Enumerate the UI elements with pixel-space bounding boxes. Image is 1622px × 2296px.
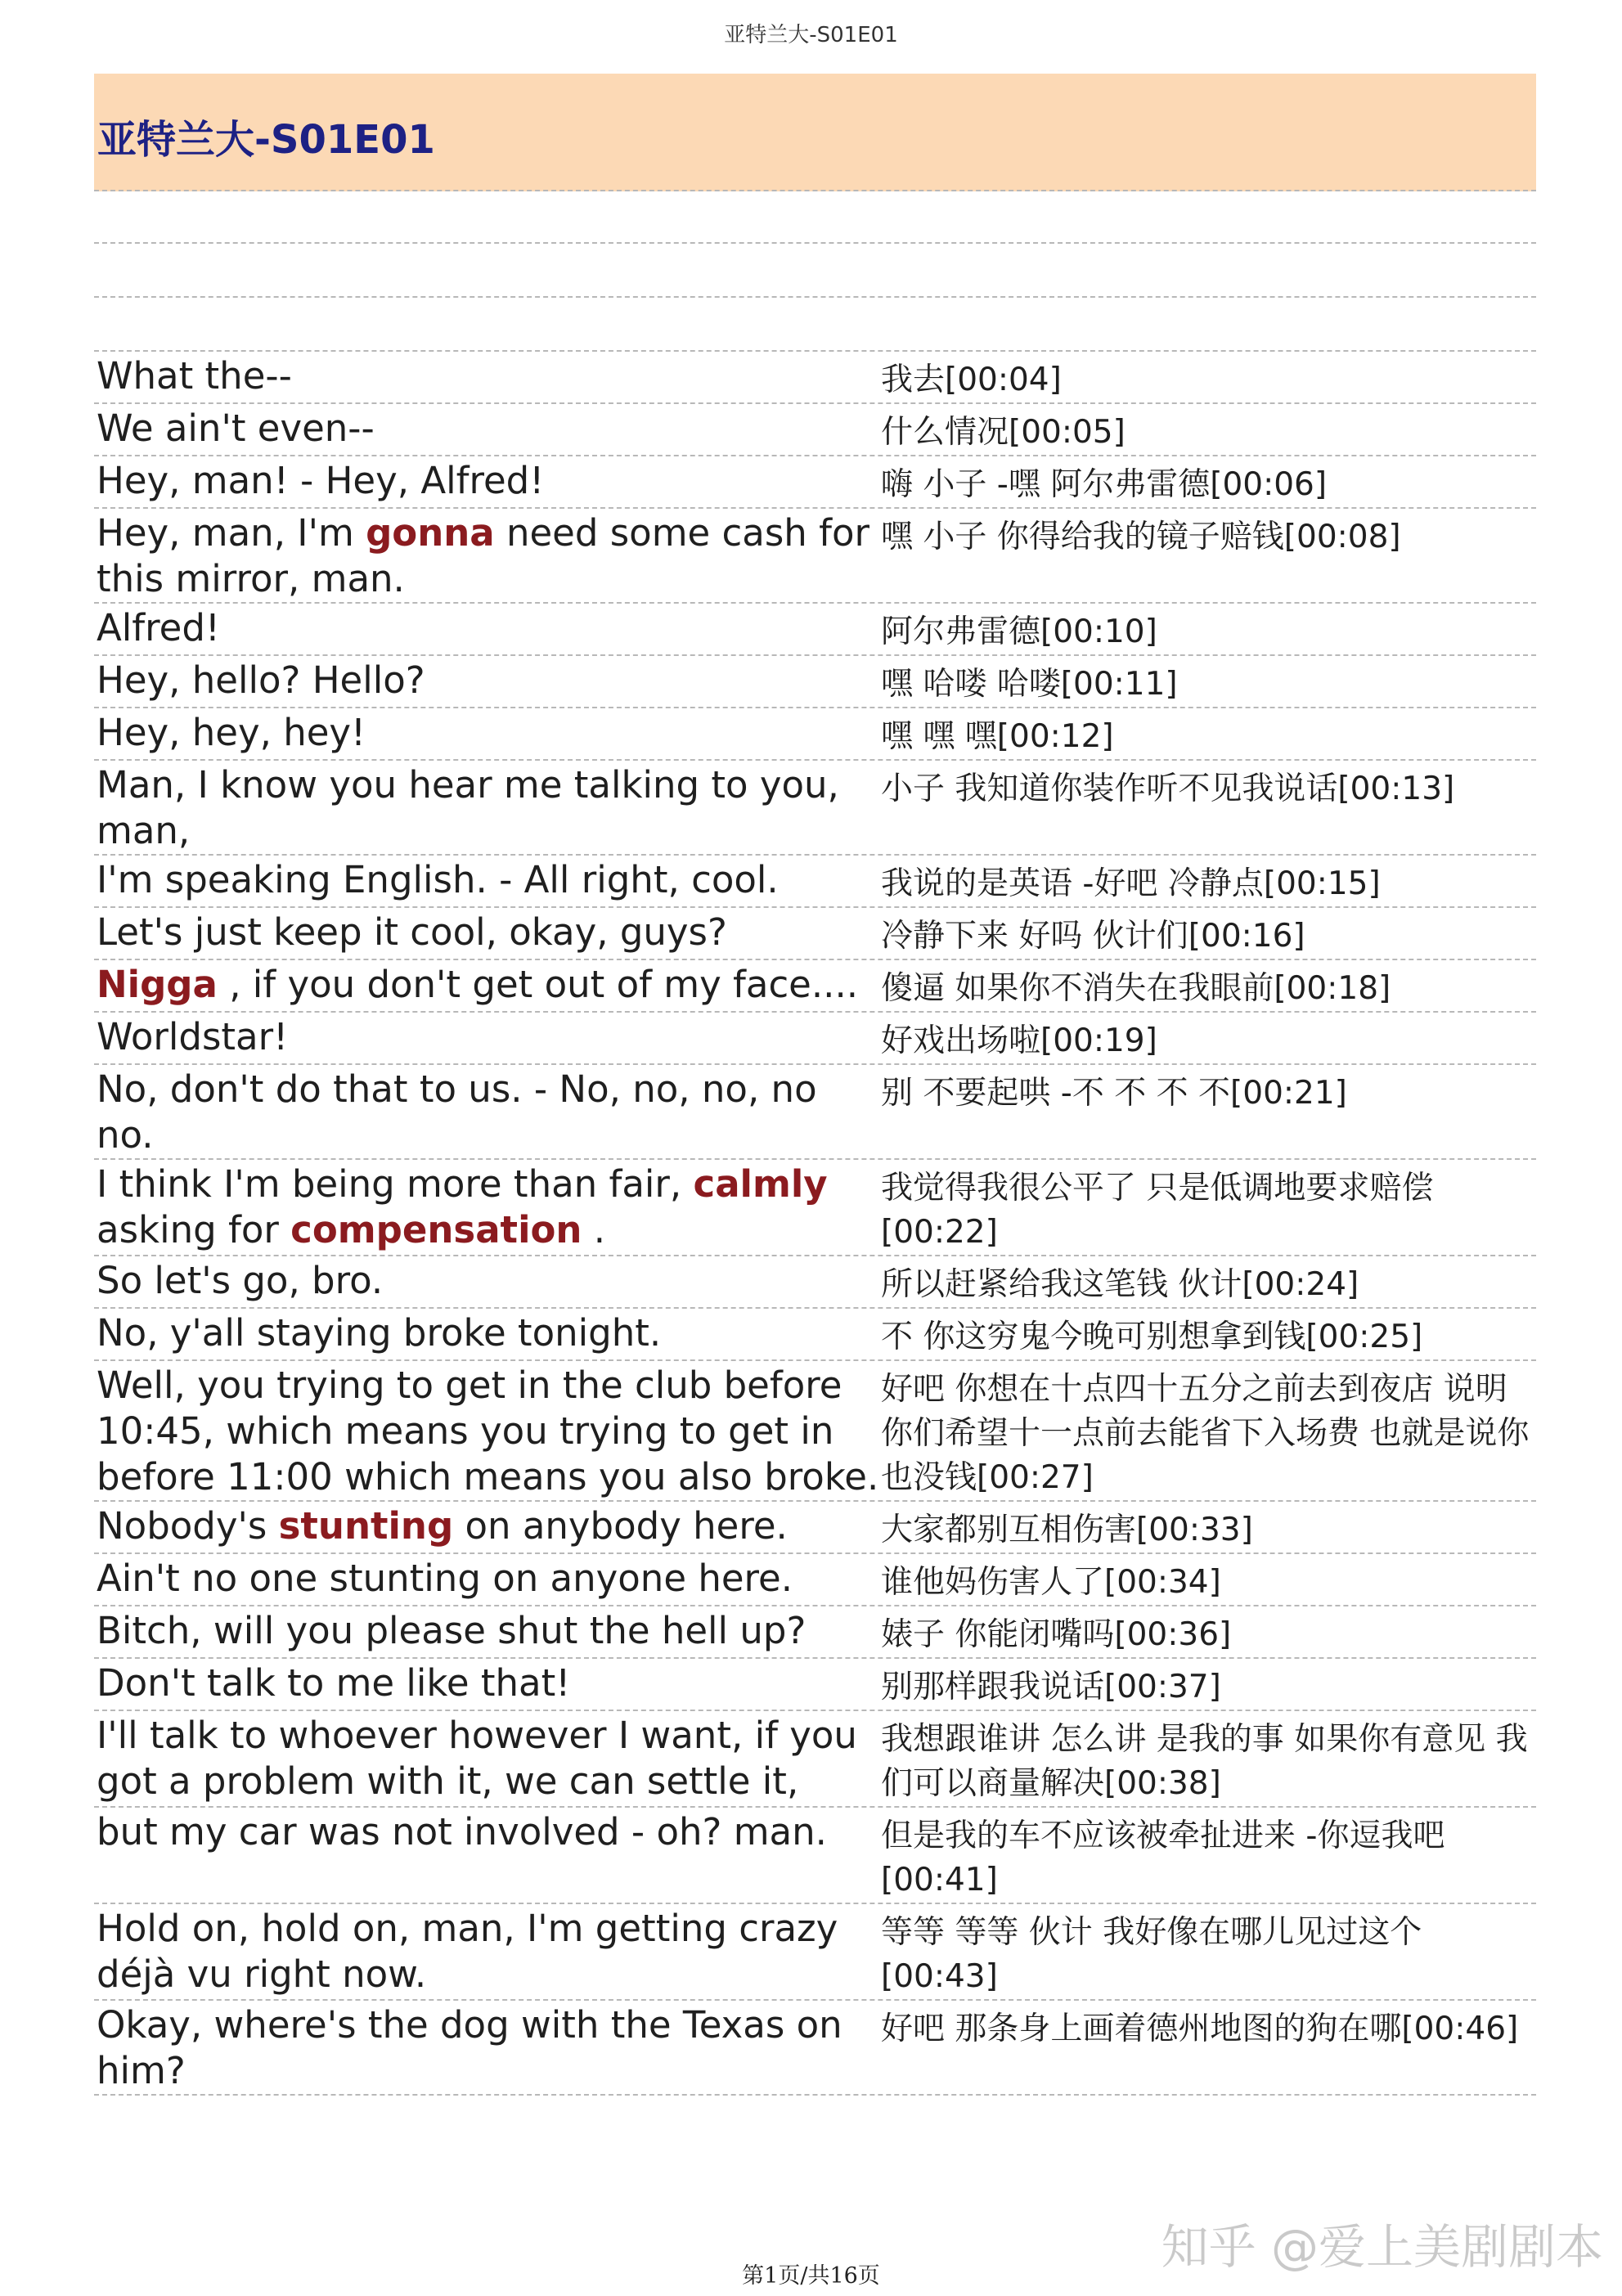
chinese-line: 我想跟谁讲 怎么讲 是我的事 如果你有意见 我们可以商量解决[00:38] (881, 1721, 1528, 1802)
chinese-line: 嘿 嘿 嘿[00:12] (881, 718, 1114, 755)
subtitle-row (94, 1065, 1536, 1160)
english-text: on anybody here. (453, 1504, 788, 1548)
english-text: So let's go, bro. (97, 1259, 384, 1302)
chinese-line: 我觉得我很公平了 只是低调地要求赔偿[00:22] (881, 1170, 1434, 1251)
english-text: Okay, where's the dog with the Texas on him? (97, 2003, 842, 2092)
subtitle-row (94, 1808, 1536, 1904)
chinese-line: 嘿 哈喽 哈喽[00:11] (881, 666, 1178, 703)
subtitle-row (94, 509, 1536, 604)
vocabulary-highlight: compensation (290, 1208, 582, 1251)
english-line (94, 856, 881, 906)
english-text: Nobody's (97, 1504, 279, 1548)
chinese-line: 好戏出场啦[00:19] (881, 1022, 1157, 1059)
title-band (94, 74, 1536, 191)
divider (94, 242, 1536, 244)
subtitle-row (94, 1013, 1536, 1065)
english-text: No, y'all staying broke tonight. (97, 1311, 662, 1355)
english-line (94, 352, 881, 402)
subtitle-row (94, 1904, 1536, 2001)
chinese-line: 什么情况[00:05] (881, 414, 1126, 451)
subtitle-row (94, 1554, 1536, 1606)
english-text: Hey, man, I'm (97, 511, 366, 555)
chinese-line: 所以赶紧给我这笔钱 伙计[00:24] (881, 1266, 1359, 1303)
english-line (94, 1065, 881, 1158)
english-text: need some cash for this mirror, man. (97, 511, 869, 600)
english-line (94, 960, 881, 1011)
chinese-line: 别那样跟我说话[00:37] (881, 1669, 1221, 1705)
subtitle-row (94, 404, 1536, 456)
english-line (94, 1361, 881, 1500)
subtitle-row (94, 1606, 1536, 1659)
english-text: Ain't no one stunting on anyone here. (97, 1557, 793, 1600)
english-text: Don't talk to me like that! (97, 1661, 571, 1705)
english-line (94, 761, 881, 854)
english-line (94, 1808, 881, 1903)
chinese-line: 大家都别互相伤害[00:33] (881, 1512, 1253, 1548)
chinese-line: 谁他妈伤害人了[00:34] (881, 1564, 1221, 1601)
subtitle-row (94, 352, 1536, 404)
chinese-line: 婊子 你能闭嘴吗[00:36] (881, 1616, 1232, 1653)
subtitle-row (94, 1659, 1536, 1711)
english-text: asking for (97, 1208, 291, 1251)
subtitle-row (94, 708, 1536, 761)
subtitle-row (94, 856, 1536, 908)
english-text: Well, you trying to get in the club before 10:45, which means you trying to get in before 11:00 which means you also broke. (97, 1364, 879, 1498)
english-line (94, 656, 881, 707)
english-line (94, 604, 881, 654)
english-text: Alfred! (97, 606, 220, 649)
english-text: Hey, man! - Hey, Alfred! (97, 459, 545, 502)
subtitle-row (94, 1160, 1536, 1256)
subtitle-row (94, 908, 1536, 960)
english-text: No, don't do that to us. - No, no, no, no no. (97, 1067, 817, 1157)
document-title: 亚特兰大-S01E01 (97, 117, 435, 163)
subtitle-row (94, 2001, 1536, 2096)
english-line (94, 2001, 881, 2094)
chinese-line: 别 不要起哄 -不 不 不 不[00:21] (881, 1075, 1347, 1112)
english-line (94, 1502, 881, 1552)
divider (94, 296, 1536, 298)
subtitle-row (94, 761, 1536, 856)
english-line (94, 1160, 881, 1255)
vocabulary-highlight: Nigga (97, 963, 218, 1006)
english-text: Hey, hello? Hello? (97, 658, 425, 702)
english-text: Hey, hey, hey! (97, 711, 366, 754)
chinese-line: 好吧 那条身上画着德州地图的狗在哪[00:46] (881, 2011, 1519, 2047)
english-text: I'll talk to whoever however I want, if you got a problem with it, we can settle it, (97, 1714, 857, 1803)
english-line (94, 1904, 881, 1999)
english-text: , if you don't get out of my face.... (217, 963, 859, 1006)
english-text: . (582, 1208, 606, 1251)
english-text: I'm speaking English. - All right, cool. (97, 858, 779, 901)
english-text: Bitch, will you please shut the hell up? (97, 1609, 807, 1652)
subtitle-row (94, 1361, 1536, 1502)
subtitle-row (94, 1309, 1536, 1361)
chinese-line: 不 你这穷鬼今晚可别想拿到钱[00:25] (881, 1319, 1423, 1355)
english-line (94, 908, 881, 959)
chinese-line: 傻逼 如果你不消失在我眼前[00:18] (881, 970, 1391, 1007)
chinese-line: 等等 等等 伙计 我好像在哪儿见过这个[00:43] (881, 1914, 1422, 1995)
chinese-line: 嗨 小子 -嘿 阿尔弗雷德[00:06] (881, 466, 1328, 503)
vocabulary-highlight: calmly (693, 1162, 828, 1206)
subtitle-row (94, 1502, 1536, 1554)
english-line (94, 1013, 881, 1063)
english-text: Hold on, hold on, man, I'm getting crazy déjà vu right now. (97, 1907, 838, 1996)
subtitle-row (94, 604, 1536, 656)
chinese-line: 但是我的车不应该被牵扯进来 -你逗我吧[00:41] (881, 1817, 1445, 1898)
chinese-line: 小子 我知道你装作听不见我说话[00:13] (881, 771, 1455, 807)
english-line (94, 1256, 881, 1307)
subtitle-row (94, 960, 1536, 1013)
english-line (94, 456, 881, 507)
chinese-line: 嘿 小子 你得给我的镜子赔钱[00:08] (881, 519, 1401, 555)
chinese-line: 我去[00:04] (881, 362, 1062, 398)
english-line (94, 1554, 881, 1605)
vocabulary-highlight: gonna (366, 511, 495, 555)
english-line (94, 1711, 881, 1806)
english-line (94, 708, 881, 759)
chinese-line: 我说的是英语 -好吧 冷静点[00:15] (881, 865, 1381, 902)
chinese-line: 好吧 你想在十点四十五分之前去到夜店 说明你们希望十一点前去能省下入场费 也就是说你也没钱[00:27] (881, 1371, 1530, 1496)
english-text: What the-- (97, 354, 292, 398)
english-text: I think I'm being more than fair, (97, 1162, 694, 1206)
subtitle-row (94, 656, 1536, 708)
english-line (94, 1606, 881, 1657)
english-text: Worldstar! (97, 1015, 289, 1058)
english-line (94, 404, 881, 455)
english-line (94, 1309, 881, 1359)
subtitle-table (94, 352, 1536, 2096)
chinese-line: 冷静下来 好吗 伙计们[00:16] (881, 918, 1305, 955)
subtitle-row (94, 1711, 1536, 1808)
chinese-line: 阿尔弗雷德[00:10] (881, 613, 1157, 650)
english-text: We ain't even-- (97, 407, 375, 450)
english-text: but my car was not involved - oh? man. (97, 1810, 827, 1853)
running-header: 亚特兰大-S01E01 (724, 23, 898, 47)
english-line (94, 1659, 881, 1710)
watermark: 知乎 @爱上美剧剧本 (1161, 2219, 1603, 2275)
page-footer: 第1页/共16页 (742, 2263, 880, 2289)
subtitle-row (94, 1256, 1536, 1309)
subtitle-row (94, 456, 1536, 509)
english-line (94, 509, 881, 602)
english-text: Man, I know you hear me talking to you, man, (97, 763, 839, 852)
english-text: Let's just keep it cool, okay, guys? (97, 910, 727, 954)
vocabulary-highlight: stunting (278, 1504, 454, 1548)
